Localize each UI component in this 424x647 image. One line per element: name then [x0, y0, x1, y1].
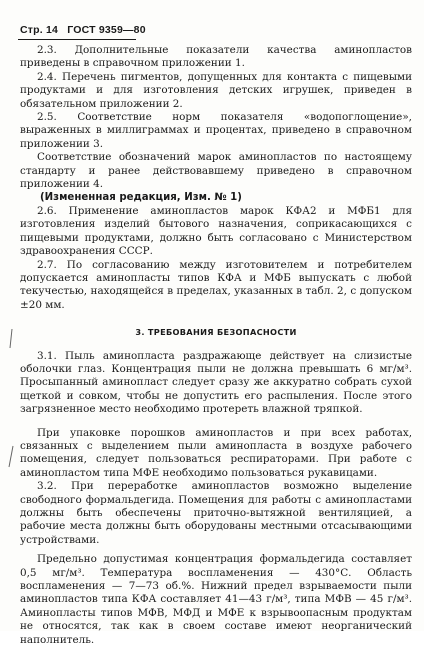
paragraph-2-7: 2.7. По согласованию между изготовителем и потребителем допускается аминопласты типов КФА и МФБ выпускать с любой текучестью, находящейся в пределах, указанных в табл. 2, с допуском ±20 мм. [20, 258, 412, 311]
page-number: Стр. 14 [20, 24, 59, 36]
paragraph-3-1: 3.1. Пыль аминопласта раздражающе действует на слизистые оболочки глаз. Концентрация пыли не должна превышать 6 мг/м³. Просыпанный аминопласт следует сразу же аккуратно собрать сухой щеткой и совком, чтобы не допустить его распыления. После этого загрязненное место необходимо протереть влажной тряпкой. [20, 349, 412, 416]
spacer [20, 417, 412, 427]
paragraph-concentration-limit: Предельно допустимая концентрация формальдегида составляет 0,5 мг/м³. Температура воспламенения — 430°С. Область воспламенения — 7—73 об.%. Нижний предел взрываемости пыли аминопластов типа КФА составляет 41—43 г/м³, типа МФВ — 45 г/м³. Аминопласты типов МФВ, МФД и МФЕ к взрывоопасным продуктам не относятся, так как в своем составе имеют неорганический наполнитель. [20, 553, 412, 646]
paragraph-2-3: 2.3. Дополнительные показатели качества аминопластов приведены в справочном приложении 1. [20, 44, 412, 70]
paragraph-3-2: 3.2. При переработке аминопластов возможно выделение свободного формальдегида. Помещения для работы с аминопластами должны быть обеспечены приточно-вытяжной вентиляцией, а рабочие места должны быть оборудованы местными отсасывающими устройствами. [20, 480, 412, 546]
standard-code: ГОСТ 9359—80 [67, 24, 146, 36]
amendment-note: (Измененная редакция, Изм. № 1) [40, 192, 242, 204]
paragraph-2-4: 2.4. Перечень пигментов, допущенных для контакта с пищевыми продуктами и для изготовления детских игрушек, приведен в обязательном приложении 2. [20, 70, 412, 110]
paragraph-marks-correspondence: Соответствие обозначений марок аминопластов по настоящему стандарту и ранее действовавшему приведено в справочном приложении 4. [20, 151, 412, 191]
header-rule [18, 39, 136, 40]
page-header [20, 24, 220, 36]
margin-mark [6, 328, 16, 350]
paragraph-2-5: 2.5. Соответствие норм показателя «водопоглощение», выраженных в миллиграммах и процентах, приведено в справочном приложении 3. [20, 111, 412, 150]
margin-mark [6, 445, 16, 469]
paragraph-packing: При упаковке порошков аминопластов и при всех работах, связанных с выделением пыли аминопласта в воздухе рабочего помещения, следует пользоваться респираторами. При работе с аминопластом типа МФЕ необходимо пользоваться рукавицами. [20, 426, 412, 479]
document-body [20, 44, 412, 647]
paragraph-2-6: 2.6. Применение аминопластов марок КФА2 и МФБ1 для изготовления изделий бытового назначения, соприкасающихся с пищевыми продуктами, должно быть согласовано с Министерством здравоохранения СССР. [20, 204, 412, 258]
section-title: 3. ТРЕБОВАНИЯ БЕЗОПАСНОСТИ [135, 327, 297, 338]
